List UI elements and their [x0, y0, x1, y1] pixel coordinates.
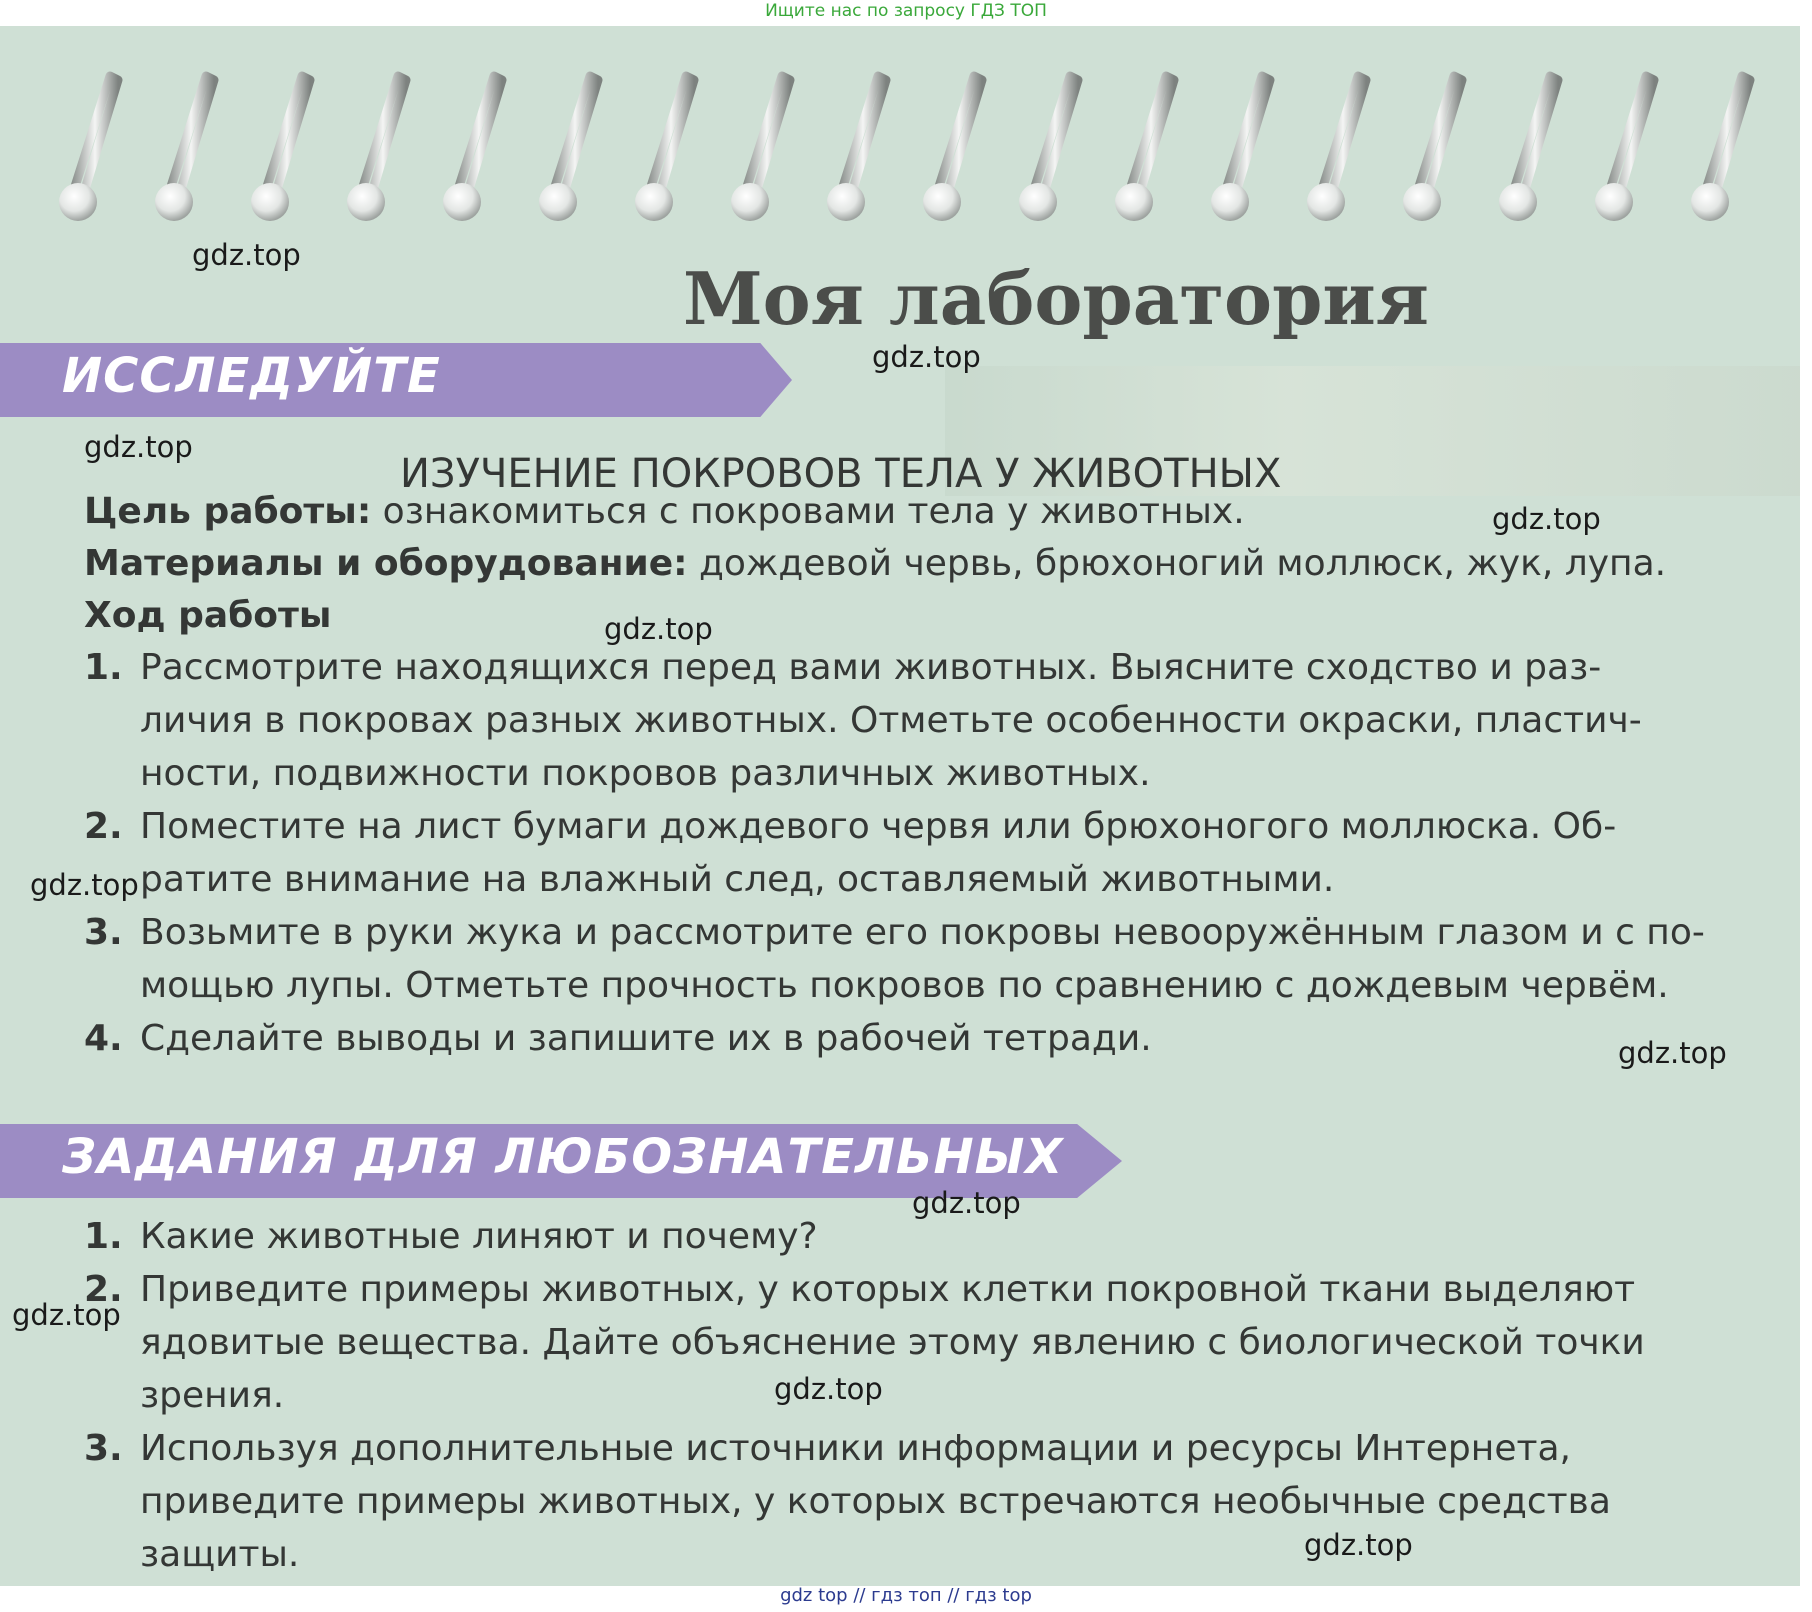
- spiral-ring-hole: [923, 183, 961, 221]
- procedure-step-text: Возьмите в руки жука и рассмотрите его покровы невооружённым глазом и с по-: [140, 912, 1705, 953]
- bottom-links[interactable]: gdz top // гдз топ // гдз top: [780, 1585, 1032, 1606]
- spiral-wire: [360, 76, 406, 196]
- procedure-step-number: 4.: [84, 1018, 123, 1059]
- spiral-ring-hole: [1211, 183, 1249, 221]
- spiral-ring-hole: [1115, 183, 1153, 221]
- spiral-wire: [72, 76, 118, 196]
- spiral-wire: [840, 76, 886, 196]
- procedure-step-text: Рассмотрите находящихся перед вами животных. Выясните сходство и раз-: [140, 647, 1602, 688]
- spiral-wire: [1704, 76, 1750, 196]
- task-item-number: 3.: [84, 1428, 123, 1469]
- goal-text: ознакомиться с покровами тела у животных.: [371, 491, 1245, 532]
- watermark-label: gdz.top: [1304, 1528, 1413, 1562]
- goal-label: Цель работы:: [84, 491, 372, 532]
- watermark-label: gdz.top: [604, 612, 713, 646]
- spiral-ring-hole: [443, 183, 481, 221]
- procedure-step-text: ности, подвижности покровов различных животных.: [140, 753, 1151, 794]
- procedure-label: Ход работы: [84, 595, 332, 636]
- watermark-label: gdz.top: [192, 238, 301, 272]
- task-item-text: приведите примеры животных, у которых встречаются необычные средства: [140, 1481, 1611, 1522]
- spiral-ring-hole: [539, 183, 577, 221]
- task-item-text: ядовитые вещества. Дайте объяснение этому явлению с биологической точки: [140, 1322, 1645, 1363]
- task-item-text: Используя дополнительные источники информации и ресурсы Интернета,: [140, 1428, 1571, 1469]
- task-item-number: 1.: [84, 1216, 123, 1257]
- spiral-wire: [648, 76, 694, 196]
- task-item-text: Какие животные линяют и почему?: [140, 1216, 818, 1257]
- spiral-wire: [936, 76, 982, 196]
- spiral-ring-hole: [731, 183, 769, 221]
- spiral-wire: [1128, 76, 1174, 196]
- procedure-step-text: личия в покровах разных животных. Отметьте особенности окраски, пластич-: [140, 700, 1642, 741]
- procedure-step-number: 3.: [84, 912, 123, 953]
- watermark-label: gdz.top: [30, 868, 139, 902]
- spiral-ring-hole: [155, 183, 193, 221]
- procedure-step-number: 2.: [84, 806, 123, 847]
- spiral-ring-hole: [1499, 183, 1537, 221]
- spiral-wire: [264, 76, 310, 196]
- spiral-wire: [168, 76, 214, 196]
- lab-title: ИЗУЧЕНИЕ ПОКРОВОВ ТЕЛА У ЖИВОТНЫХ: [400, 451, 1282, 497]
- spiral-ring-hole: [1403, 183, 1441, 221]
- top-search-hint[interactable]: Ищите нас по запросу ГДЗ ТОП: [765, 1, 1047, 21]
- procedure-step-text: Поместите на лист бумаги дождевого червя или брюхоногого моллюска. Об-: [140, 806, 1617, 847]
- materials-text: дождевой червь, брюхоногий моллюск, жук, лупа.: [687, 543, 1667, 584]
- watermark-label: gdz.top: [774, 1372, 883, 1406]
- materials-line: [84, 538, 1666, 590]
- spiral-ring-hole: [59, 183, 97, 221]
- spiral-ring-hole: [635, 183, 673, 221]
- procedure-step-number: 1.: [84, 647, 123, 688]
- spiral-ring-hole: [1307, 183, 1345, 221]
- spiral-binding: [0, 46, 1800, 236]
- spiral-wire: [456, 76, 502, 196]
- procedure-step-text: мощью лупы. Отметьте прочность покровов по сравнению с дождевым червём.: [140, 965, 1669, 1006]
- materials-label: Материалы и оборудование:: [84, 543, 688, 584]
- watermark-label: gdz.top: [872, 340, 981, 374]
- spiral-wire: [552, 76, 598, 196]
- spiral-ring-hole: [1691, 183, 1729, 221]
- tasks-banner-text: ЗАДАНИЯ ДЛЯ ЛЮБОЗНАТЕЛЬНЫХ: [62, 1129, 1064, 1185]
- spiral-ring-hole: [347, 183, 385, 221]
- procedure-step-text: Сделайте выводы и запишите их в рабочей тетради.: [140, 1018, 1152, 1059]
- spiral-ring-hole: [1019, 183, 1057, 221]
- goal-line: [84, 486, 1245, 538]
- spiral-wire: [1224, 76, 1270, 196]
- spiral-wire: [1032, 76, 1078, 196]
- investigate-banner-text: ИССЛЕДУЙТЕ: [62, 348, 441, 404]
- task-item-number: 2.: [84, 1269, 123, 1310]
- spiral-ring-hole: [251, 183, 289, 221]
- task-item-text: зрения.: [140, 1375, 285, 1416]
- page-title: Моя лаборатория: [682, 256, 1429, 341]
- task-item-text: Приведите примеры животных, у которых клетки покровной ткани выделяют: [140, 1269, 1636, 1310]
- watermark-label: gdz.top: [1492, 502, 1601, 536]
- watermark-label: gdz.top: [84, 430, 193, 464]
- task-item-text: защиты.: [140, 1534, 300, 1575]
- spiral-wire: [1320, 76, 1366, 196]
- spiral-wire: [1608, 76, 1654, 196]
- spiral-wire: [1416, 76, 1462, 196]
- spiral-ring-hole: [1595, 183, 1633, 221]
- watermark-label: gdz.top: [12, 1298, 121, 1332]
- spiral-wire: [744, 76, 790, 196]
- spiral-ring-hole: [827, 183, 865, 221]
- spiral-wire: [1512, 76, 1558, 196]
- watermark-label: gdz.top: [1618, 1036, 1727, 1070]
- watermark-label: gdz.top: [912, 1186, 1021, 1220]
- procedure-step-text: ратите внимание на влажный след, оставляемый животными.: [140, 859, 1335, 900]
